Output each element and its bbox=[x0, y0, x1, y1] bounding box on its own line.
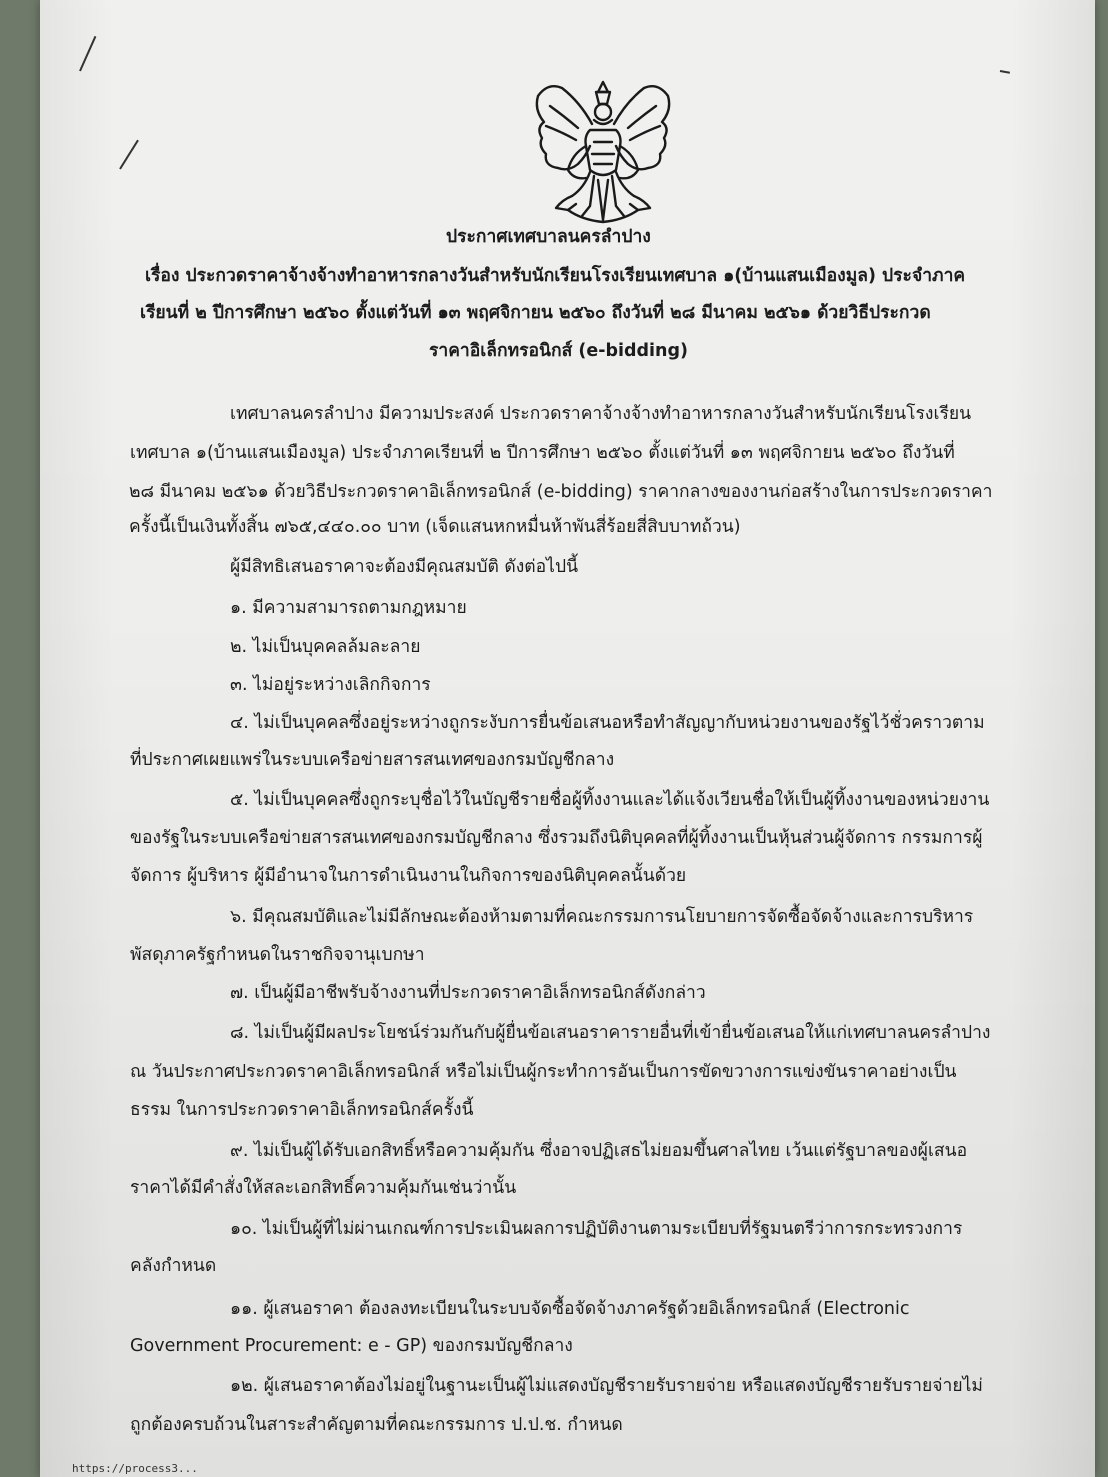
qualification-item-continuation: คลังกำหนด bbox=[130, 1256, 217, 1276]
qualification-item: ๖. มีคุณสมบัติและไม่มีลักษณะต้องห้ามตามที่คณะกรรมการนโยบายการจัดซื้อจัดจ้างและการบริหาร bbox=[230, 907, 974, 927]
qualification-item-continuation: ราคาได้มีคำสั่งให้สละเอกสิทธิ์ความคุ้มกันเช่นว่านั้น bbox=[130, 1178, 517, 1198]
pen-mark bbox=[79, 36, 96, 72]
pen-mark bbox=[119, 140, 139, 170]
intro-line: ๒๘ มีนาคม ๒๕๖๑ ด้วยวิธีประกวดราคาอิเล็กทรอนิกส์ (e-bidding) ราคากลางของงานก่อสร้างในการประกวดราคา bbox=[129, 482, 993, 502]
qualification-item-continuation: Government Procurement: e - GP) ของกรมบัญชีกลาง bbox=[130, 1336, 573, 1356]
qualification-item: ๕. ไม่เป็นบุคคลซึ่งถูกระบุชื่อไว้ในบัญชีรายชื่อผู้ทิ้งงานและได้แจ้งเวียนชื่อให้เป็นผู้ทิ้งงานของหน่วยงาน bbox=[230, 790, 990, 810]
document-authority: ประกาศเทศบาลนครลำปาง bbox=[446, 227, 651, 247]
qualification-item-continuation: พัสดุภาครัฐกำหนดในราชกิจจานุเบกษา bbox=[130, 945, 425, 965]
subject-line: เรื่อง ประกวดราคาจ้างจ้างทำอาหารกลางวันสำหรับนักเรียนโรงเรียนเทศบาล ๑(บ้านแสนเมืองมูล) ประจำภาค bbox=[145, 266, 966, 286]
intro-line: เทศบาล ๑(บ้านแสนเมืองมูล) ประจำภาคเรียนที่ ๒ ปีการศึกษา ๒๕๖๐ ตั้งแต่วันที่ ๑๓ พฤศจิกายน ๒๕๖๐ ถึงวันที่ bbox=[130, 443, 955, 463]
qualification-item: ๗. เป็นผู้มีอาชีพรับจ้างงานที่ประกวดราคาอิเล็กทรอนิกส์ดังกล่าว bbox=[230, 983, 706, 1003]
document-page bbox=[40, 0, 1095, 1477]
qualification-item: ๙. ไม่เป็นผู้ได้รับเอกสิทธิ์หรือความคุ้มกัน ซึ่งอาจปฏิเสธไม่ยอมขึ้นศาลไทย เว้นแต่รัฐบาลของผู้เสนอ bbox=[230, 1141, 968, 1161]
qualification-item: ๒. ไม่เป็นบุคคลล้มละลาย bbox=[230, 637, 421, 657]
qualification-item: ๑๐. ไม่เป็นผู้ที่ไม่ผ่านเกณฑ์การประเมินผลการปฏิบัติงานตามระเบียบที่รัฐมนตรีว่าการกระทรวงการ bbox=[230, 1219, 963, 1239]
qualification-item-continuation: ที่ประกาศเผยแพร่ในระบบเครือข่ายสารสนเทศของกรมบัญชีกลาง bbox=[130, 750, 615, 770]
qualification-item-continuation: ถูกต้องครบถ้วนในสาระสำคัญตามที่คณะกรรมการ ป.ป.ช. กำหนด bbox=[130, 1415, 623, 1435]
intro-line: ครั้งนี้เป็นเงินทั้งสิ้น ๗๖๕,๔๔๐.๐๐ บาท (เจ็ดแสนหกหมื่นห้าพันสี่ร้อยสี่สิบบาทถ้วน) bbox=[129, 517, 741, 537]
qualification-item: ๑. มีความสามารถตามกฎหมาย bbox=[230, 598, 467, 618]
qualification-heading: ผู้มีสิทธิเสนอราคาจะต้องมีคุณสมบัติ ดังต่อไปนี้ bbox=[230, 557, 579, 577]
intro-line: เทศบาลนครลำปาง มีความประสงค์ ประกวดราคาจ้างจ้างทำอาหารกลางวันสำหรับนักเรียนโรงเรียน bbox=[230, 404, 972, 424]
qualification-item: ๘. ไม่เป็นผู้มีผลประโยชน์ร่วมกันกับผู้ยื่นข้อเสนอราคารายอื่นที่เข้ายื่นข้อเสนอให้แก่เทศบาลนครลำปาง bbox=[230, 1023, 991, 1043]
qualification-item: ๑๑. ผู้เสนอราคา ต้องลงทะเบียนในระบบจัดซื้อจัดจ้างภาครัฐด้วยอิเล็กทรอนิกส์ (Electronic bbox=[230, 1299, 910, 1319]
qualification-item: ๑๒. ผู้เสนอราคาต้องไม่อยู่ในฐานะเป็นผู้ไม่แสดงบัญชีรายรับรายจ่าย หรือแสดงบัญชีรายรับรายจ่ายไม่ bbox=[230, 1376, 983, 1396]
garuda-emblem-icon bbox=[528, 76, 678, 226]
qualification-item: ๔. ไม่เป็นบุคคลซึ่งอยู่ระหว่างถูกระงับการยื่นข้อเสนอหรือทำสัญญากับหน่วยงานของรัฐไว้ชั่วคราวตาม bbox=[230, 713, 985, 733]
qualification-item-continuation: ณ วันประกาศประกวดราคาอิเล็กทรอนิกส์ หรือไม่เป็นผู้กระทำการอันเป็นการขัดขวางการแข่งขันราคาอย่างเป็น bbox=[130, 1062, 957, 1082]
qualification-item-continuation: ของรัฐในระบบเครือข่ายสารสนเทศของกรมบัญชีกลาง ซึ่งรวมถึงนิติบุคคลที่ผู้ทิ้งงานเป็นหุ้นส่วนผู้จัดการ กรรมการผู้ bbox=[130, 828, 983, 848]
qualification-item-continuation: จัดการ ผู้บริหาร ผู้มีอำนาจในการดำเนินงานในกิจการของนิติบุคคลนั้นด้วย bbox=[130, 866, 687, 886]
subject-line: เรียนที่ ๒ ปีการศึกษา ๒๕๖๐ ตั้งแต่วันที่ ๑๓ พฤศจิกายน ๒๕๖๐ ถึงวันที่ ๒๘ มีนาคม ๒๕๖๑ ด้วยวิธีประกวด bbox=[140, 303, 931, 323]
qualification-item: ๓. ไม่อยู่ระหว่างเลิกกิจการ bbox=[230, 675, 431, 695]
qualification-item-continuation: ธรรม ในการประกวดราคาอิเล็กทรอนิกส์ครั้งนี้ bbox=[130, 1100, 474, 1120]
subject-line: ราคาอิเล็กทรอนิกส์ (e-bidding) bbox=[429, 341, 689, 361]
footer-url-fragment: https://process3... bbox=[72, 1462, 198, 1475]
pen-mark bbox=[1000, 70, 1010, 74]
